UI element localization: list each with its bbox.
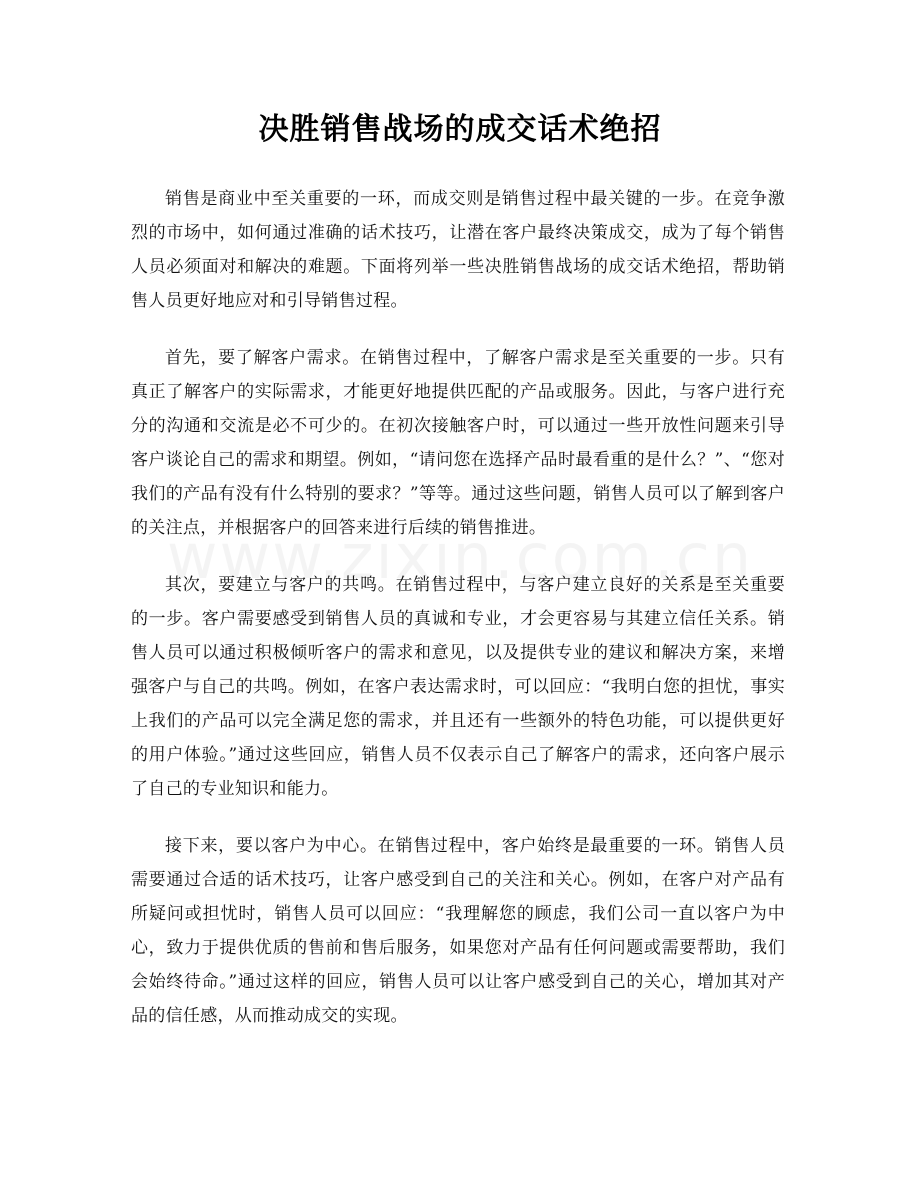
document-title: 决胜销售战场的成交话术绝招 xyxy=(258,112,662,147)
paragraph-build-resonance: 其次，要建立与客户的共鸣。在销售过程中，与客户建立良好的关系是至关重要的一步。客户需要感受到销售人员的真诚和专业，才会更容易与其建立信任关系。销售人员可以通过积极倾听客户的需求和意见，以及提供专业的建议和解决方案，来增强客户与自己的共鸣。例如，在客户表达需求时，可以回应：“我明白您的担忧，事实上我们的产品可以完全满足您的需求，并且还有一些额外的特色功能，可以提供更好的用户体验。”通过这些回应，销售人员不仅表示自己了解客户的需求，还向客户展示了自己的专业知识和能力。 xyxy=(131,575,785,799)
document-body xyxy=(131,182,785,1056)
paragraph-understand-needs: 首先，要了解客户需求。在销售过程中，了解客户需求是至关重要的一步。只有真正了解客户的实际需求，才能更好地提供匹配的产品或服务。因此，与客户进行充分的沟通和交流是必不可少的。在初次接触客户时，可以通过一些开放性问题来引导客户谈论自己的需求和期望。例如，“请问您在选择产品时最看重的是什么？”、“您对我们的产品有没有什么特别的要求？”等等。通过这些问题，销售人员可以了解到客户的关注点，并根据客户的回答来进行后续的销售推进。 xyxy=(131,348,785,538)
paragraph-customer-centric: 接下来，要以客户为中心。在销售过程中，客户始终是最重要的一环。销售人员需要通过合适的话术技巧，让客户感受到自己的关注和关心。例如，在客户对产品有所疑问或担忧时，销售人员可以回应：“我理解您的顾虑，我们公司一直以客户为中心，致力于提供优质的售前和售后服务，如果您对产品有任何问题或需要帮助，我们会始终待命。”通过这样的回应，销售人员可以让客户感受到自己的关心，增加其对产品的信任感，从而推动成交的实现。 xyxy=(131,836,785,1026)
paragraph-intro: 销售是商业中至关重要的一环，而成交则是销售过程中最关键的一步。在竞争激烈的市场中，如何通过准确的话术技巧，让潜在客户最终决策成交，成为了每个销售人员必须面对和解决的难题。下面将列举一些决胜销售战场的成交话术绝招，帮助销售人员更好地应对和引导销售过程。 xyxy=(131,189,785,311)
